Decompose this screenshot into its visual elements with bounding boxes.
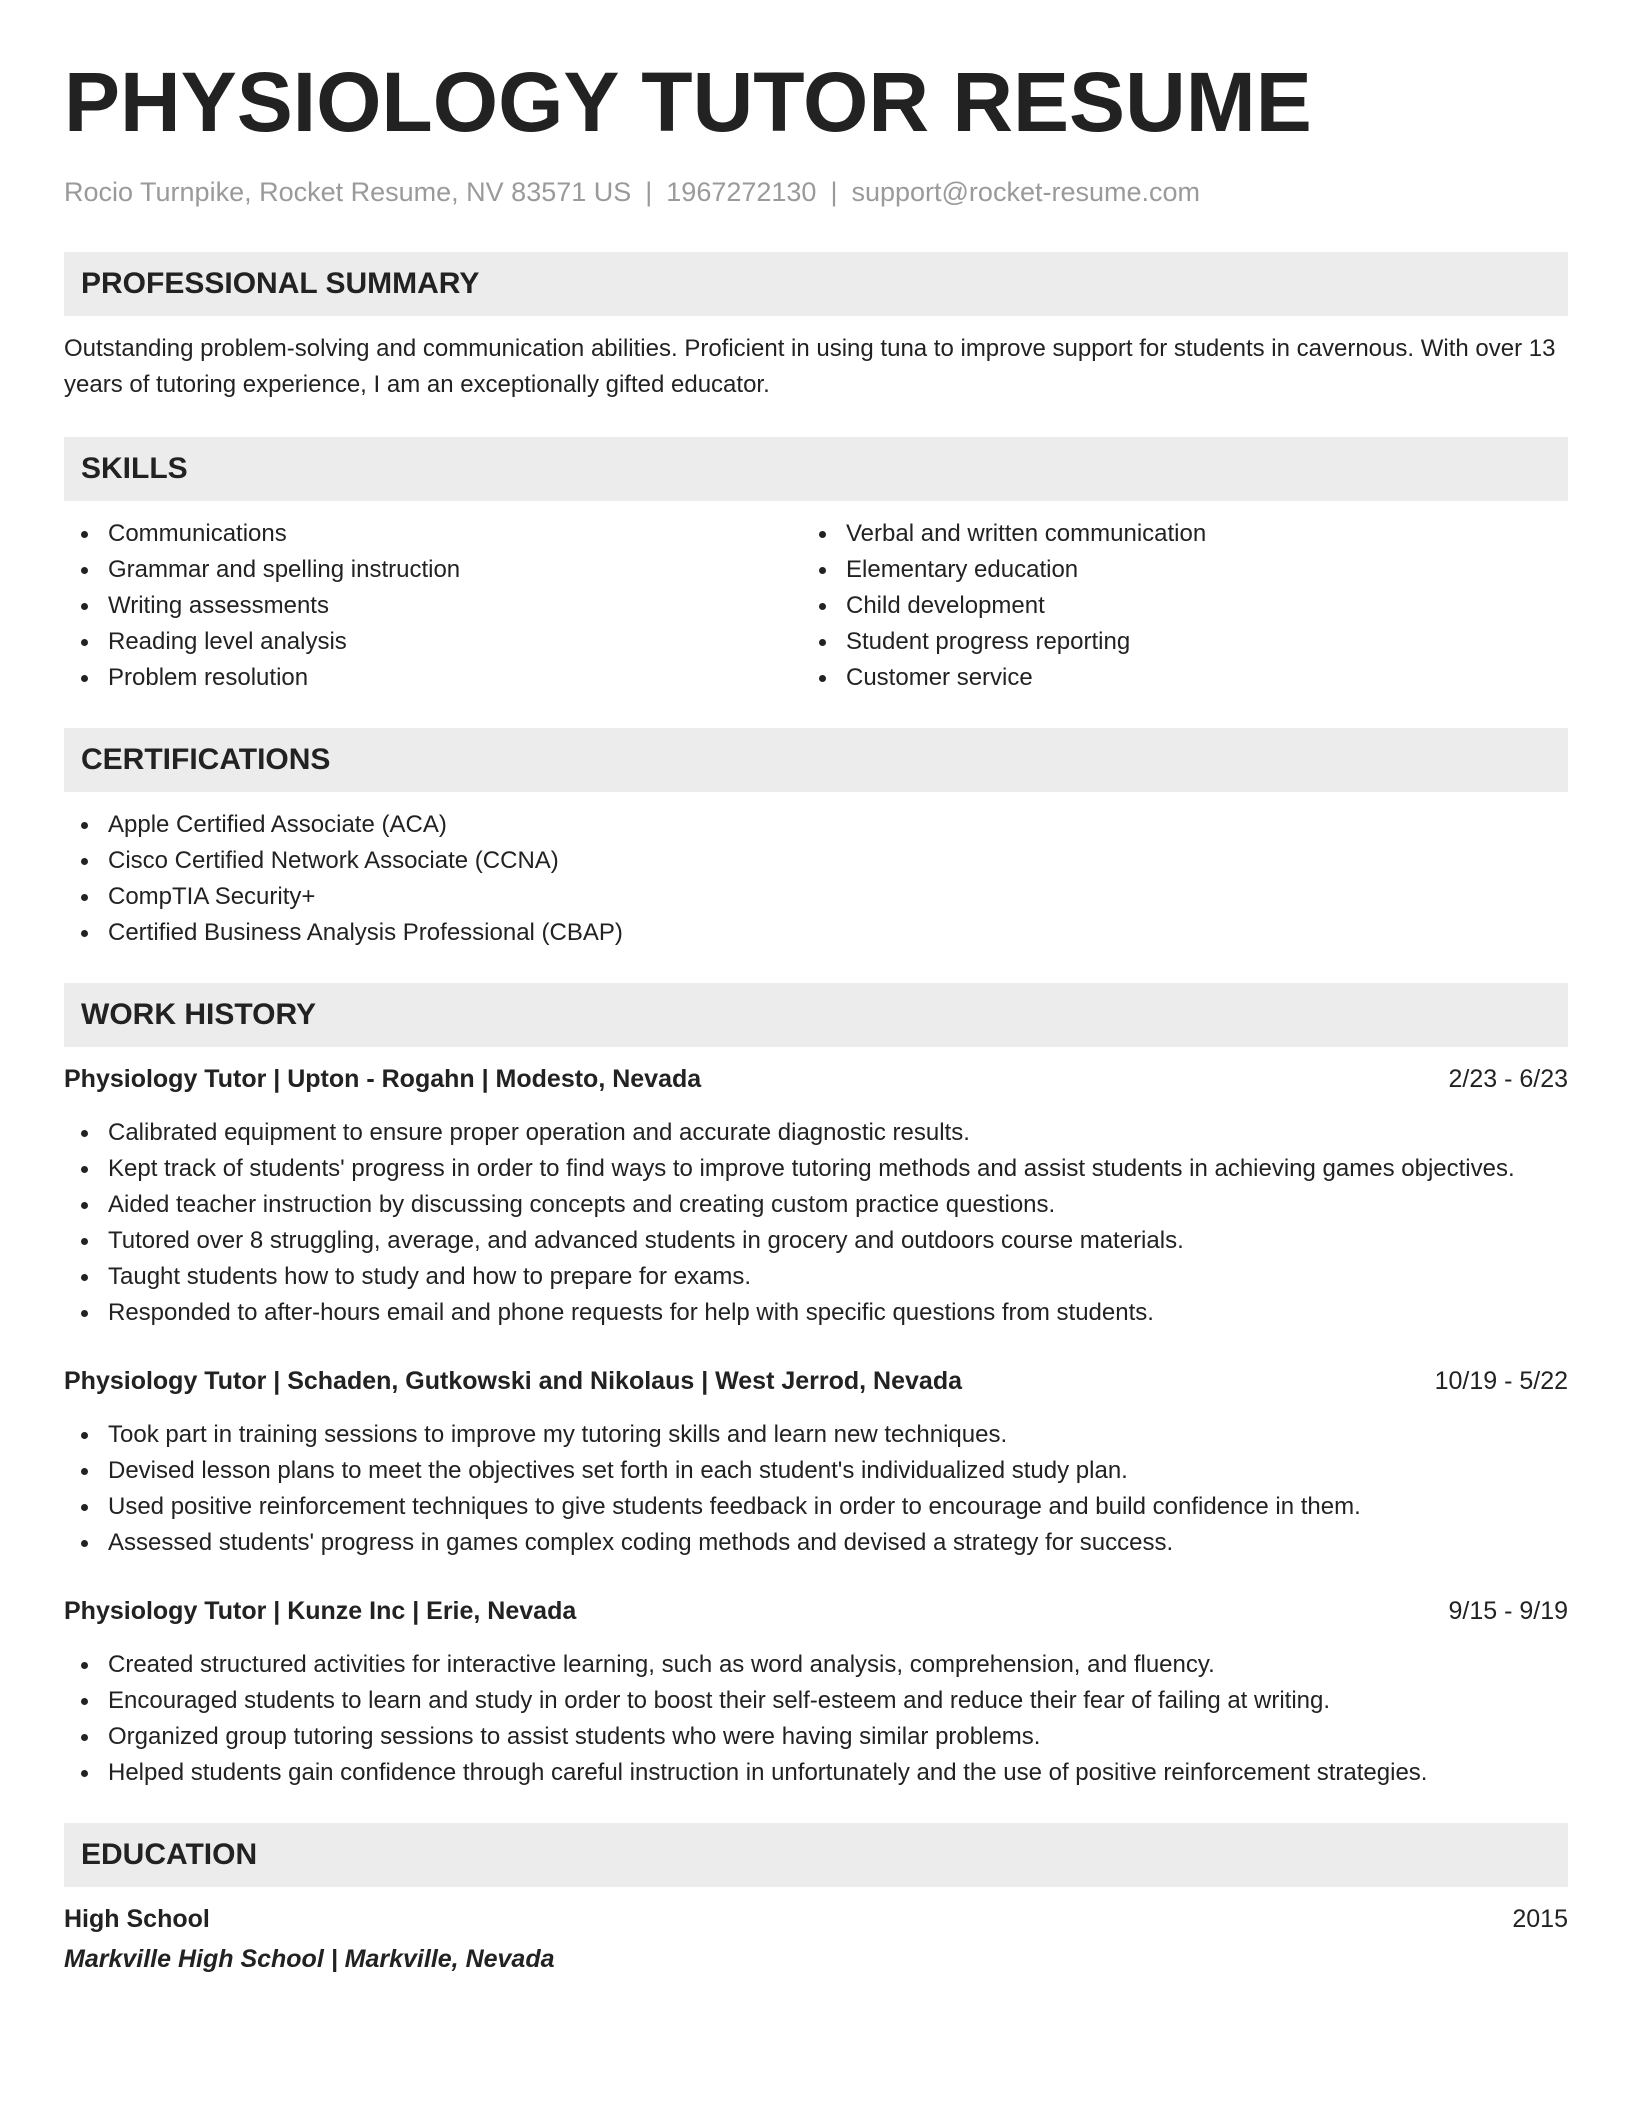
job-dates: 2/23 - 6/23 <box>1448 1065 1568 1093</box>
skill-item: Communications <box>64 516 802 552</box>
job-header <box>64 1061 1568 1097</box>
job-bullet: Created structured activities for interactive learning, such as word analysis, comprehension, and fluency. <box>64 1647 1568 1683</box>
job-title: Physiology Tutor | Kunze Inc | Erie, Nevada <box>64 1597 577 1625</box>
certification-item: Certified Business Analysis Professional (CBAP) <box>64 915 1568 951</box>
job-bullet: Tutored over 8 struggling, average, and advanced students in grocery and outdoors course materials. <box>64 1223 1568 1259</box>
job-bullets <box>64 1417 1568 1561</box>
job-bullet: Organized group tutoring sessions to assist students who were having similar problems. <box>64 1719 1568 1755</box>
certification-item: Cisco Certified Network Associate (CCNA) <box>64 843 1568 879</box>
job-header <box>64 1593 1568 1629</box>
contact-line <box>64 174 1568 210</box>
contact-separator: | <box>645 177 653 207</box>
job-dates: 9/15 - 9/19 <box>1448 1597 1568 1625</box>
skill-item: Customer service <box>802 660 1568 696</box>
job-bullet: Encouraged students to learn and study in order to boost their self-esteem and reduce their fear of failing at writing. <box>64 1683 1568 1719</box>
job-bullet: Responded to after-hours email and phone requests for help with specific questions from students. <box>64 1295 1568 1331</box>
contact-separator: | <box>830 177 838 207</box>
skill-item: Writing assessments <box>64 588 802 624</box>
summary-text: Outstanding problem-solving and communication abilities. Proficient in using tuna to improve support for students in cavernous. With over 13 years of tutoring experience, I am an exceptionally gifted educator. <box>64 335 1556 398</box>
job-bullet: Kept track of students' progress in order to find ways to improve tutoring methods and assist students in achieving games objectives. <box>64 1151 1568 1187</box>
skill-item: Elementary education <box>802 552 1568 588</box>
section-heading-education: EDUCATION <box>64 1823 1568 1887</box>
job-bullet: Took part in training sessions to improve my tutoring skills and learn new techniques. <box>64 1417 1568 1453</box>
skill-item: Problem resolution <box>64 660 802 696</box>
section-heading-certifications: CERTIFICATIONS <box>64 728 1568 792</box>
skill-item: Reading level analysis <box>64 624 802 660</box>
skills-list-right <box>802 516 1568 696</box>
contact-address: Rocio Turnpike, Rocket Resume, NV 83571 US <box>64 177 632 207</box>
job-bullet: Taught students how to study and how to prepare for exams. <box>64 1259 1568 1295</box>
job-bullets <box>64 1647 1568 1791</box>
skill-item: Student progress reporting <box>802 624 1568 660</box>
job-entry <box>64 1593 1568 1791</box>
certifications-list <box>64 807 1568 951</box>
job-entry <box>64 1061 1568 1331</box>
education-school: Markville High School | Markville, Nevada <box>64 1945 555 1973</box>
contact-phone: 1967272130 <box>666 177 817 207</box>
job-bullet: Aided teacher instruction by discussing concepts and creating custom practice questions. <box>64 1187 1568 1223</box>
job-header <box>64 1363 1568 1399</box>
job-bullet: Helped students gain confidence through careful instruction in unfortunately and the use of positive reinforcement strategies. <box>64 1755 1568 1791</box>
job-title: Physiology Tutor | Schaden, Gutkowski and Nikolaus | West Jerrod, Nevada <box>64 1367 962 1395</box>
section-heading-skills: SKILLS <box>64 437 1568 501</box>
education-year: 2015 <box>1512 1905 1568 1933</box>
section-heading-summary: PROFESSIONAL SUMMARY <box>64 252 1568 316</box>
skills-grid <box>64 516 1568 696</box>
job-entry <box>64 1363 1568 1561</box>
skill-item: Verbal and written communication <box>802 516 1568 552</box>
certification-item: Apple Certified Associate (ACA) <box>64 807 1568 843</box>
job-bullet: Devised lesson plans to meet the objectives set forth in each student's individualized study plan. <box>64 1453 1568 1489</box>
certification-item: CompTIA Security+ <box>64 879 1568 915</box>
job-title: Physiology Tutor | Upton - Rogahn | Modesto, Nevada <box>64 1065 702 1093</box>
section-heading-work-history: WORK HISTORY <box>64 983 1568 1047</box>
resume-title: PHYSIOLOGY TUTOR RESUME <box>64 55 1312 149</box>
education-header <box>64 1901 1568 1937</box>
job-bullet: Assessed students' progress in games complex coding methods and devised a strategy for success. <box>64 1525 1568 1561</box>
job-dates: 10/19 - 5/22 <box>1434 1367 1568 1395</box>
skill-item: Grammar and spelling instruction <box>64 552 802 588</box>
skills-list-left <box>64 516 802 696</box>
job-bullet: Used positive reinforcement techniques to give students feedback in order to encourage and build confidence in them. <box>64 1489 1568 1525</box>
job-bullet: Calibrated equipment to ensure proper operation and accurate diagnostic results. <box>64 1115 1568 1151</box>
education-degree: High School <box>64 1905 210 1933</box>
contact-email: support@rocket-resume.com <box>851 177 1200 207</box>
skill-item: Child development <box>802 588 1568 624</box>
job-bullets <box>64 1115 1568 1331</box>
